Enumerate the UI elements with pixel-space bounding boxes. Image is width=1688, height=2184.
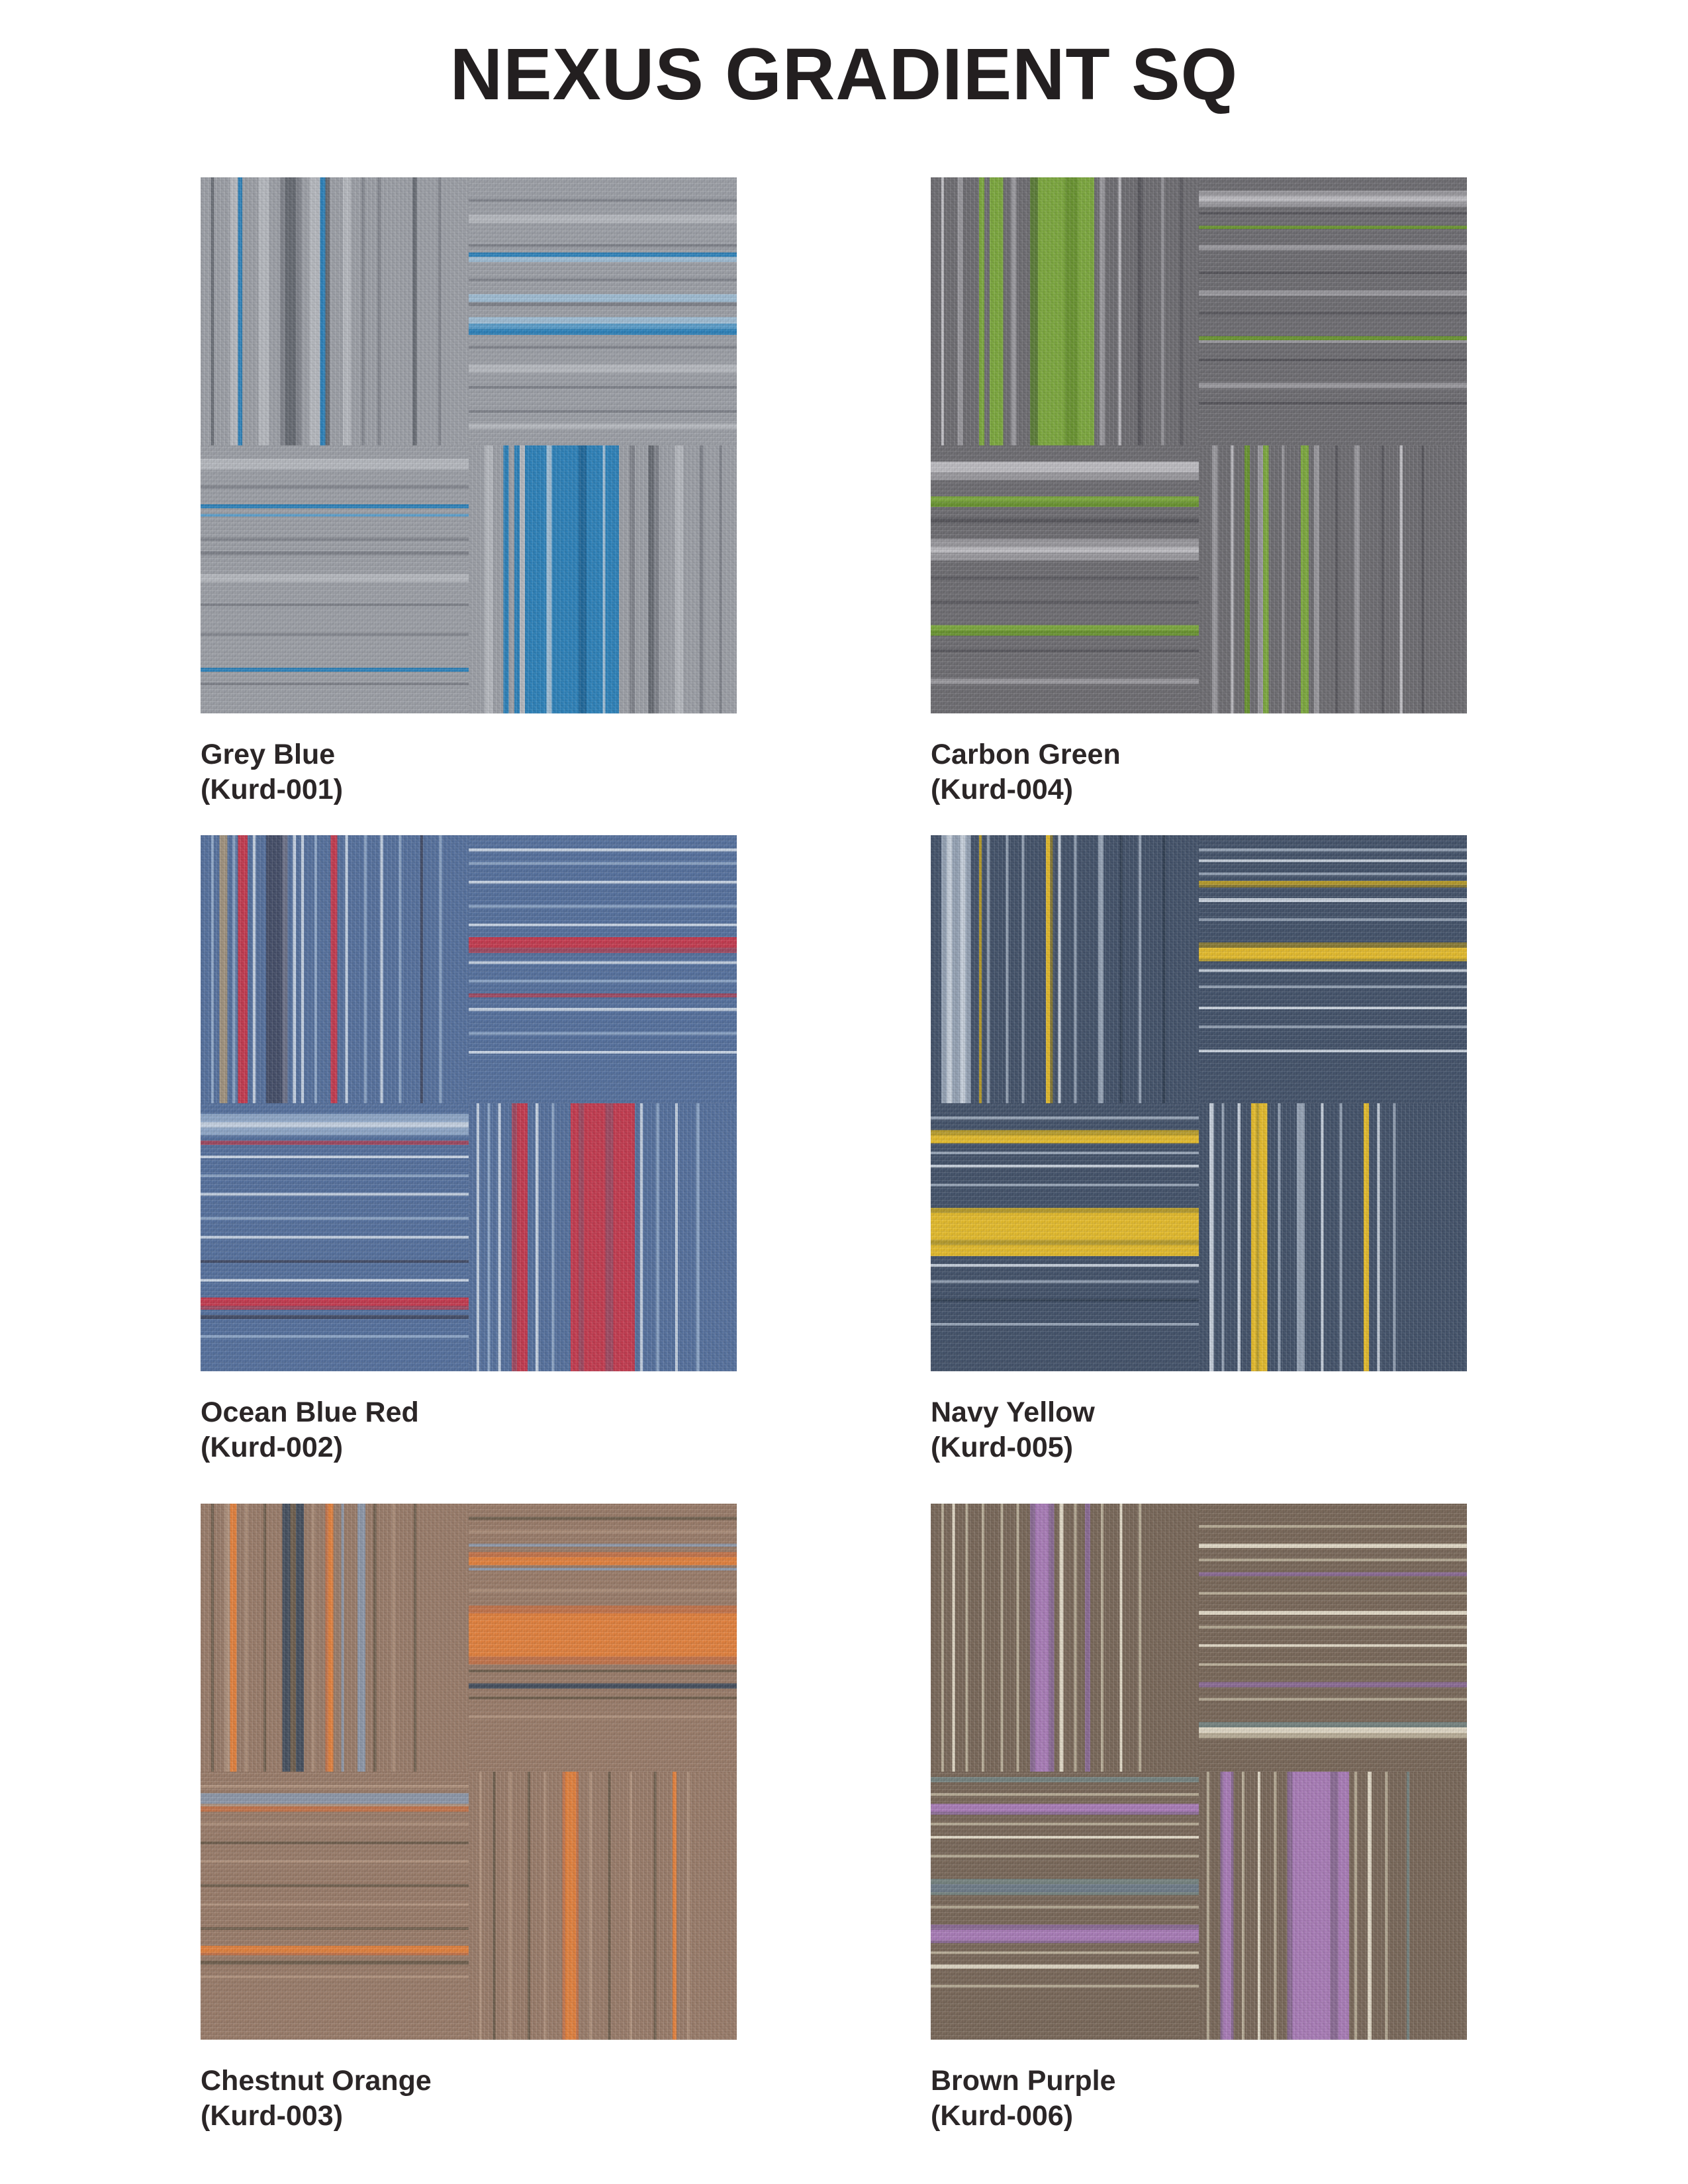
carpet-tile-top-right (469, 835, 737, 1103)
product-chestnut-orange (201, 1504, 737, 2134)
carpet-fiber-texture (1199, 445, 1467, 713)
carpet-tile-bottom-left (201, 445, 469, 713)
carpet-fiber-texture (201, 445, 469, 713)
carpet-tile-bottom-left (931, 1103, 1199, 1371)
product-code: (Kurd-004) (931, 774, 1074, 805)
carpet-fiber-texture (931, 1103, 1199, 1371)
carpet-fiber-texture (1199, 1103, 1467, 1371)
product-carbon-green (931, 177, 1467, 807)
carpet-fiber-texture (931, 177, 1199, 445)
carpet-tile-top-right (469, 1504, 737, 1772)
carpet-fiber-texture (469, 1504, 737, 1772)
carpet-fiber-texture (201, 1504, 469, 1772)
carpet-swatch-image (931, 1504, 1467, 2040)
product-name: Brown Purple (931, 2065, 1116, 2097)
product-code: (Kurd-003) (201, 2100, 344, 2132)
carpet-fiber-texture (201, 177, 469, 445)
carpet-fiber-texture (201, 1103, 469, 1371)
product-label (931, 737, 1467, 807)
carpet-tile-top-left (201, 177, 469, 445)
product-code: (Kurd-002) (201, 1432, 344, 1463)
carpet-tile-top-left (931, 1504, 1199, 1772)
carpet-tile-top-left (931, 177, 1199, 445)
carpet-tile-top-right (469, 177, 737, 445)
carpet-swatch-image (201, 1504, 737, 2040)
product-code: (Kurd-006) (931, 2100, 1074, 2132)
page-title: NEXUS GRADIENT SQ (449, 34, 1239, 115)
carpet-swatch-image (201, 177, 737, 713)
carpet-swatch-image (931, 177, 1467, 713)
carpet-fiber-texture (931, 445, 1199, 713)
carpet-tile-top-right (1199, 1504, 1467, 1772)
carpet-fiber-texture (1199, 835, 1467, 1103)
product-name: Grey Blue (201, 739, 336, 770)
carpet-tile-bottom-right (1199, 1772, 1467, 2040)
carpet-tile-top-left (201, 1504, 469, 1772)
carpet-tile-top-right (1199, 177, 1467, 445)
carpet-fiber-texture (201, 1772, 469, 2040)
carpet-tile-bottom-left (201, 1772, 469, 2040)
carpet-tile-bottom-right (469, 445, 737, 713)
carpet-fiber-texture (1199, 177, 1467, 445)
carpet-tile-bottom-left (931, 445, 1199, 713)
carpet-tile-top-right (1199, 835, 1467, 1103)
carpet-tile-bottom-right (469, 1772, 737, 2040)
carpet-tile-top-left (201, 835, 469, 1103)
carpet-fiber-texture (931, 1772, 1199, 2040)
product-label (201, 737, 737, 807)
carpet-swatch-image (201, 835, 737, 1371)
carpet-fiber-texture (469, 177, 737, 445)
carpet-fiber-texture (201, 835, 469, 1103)
carpet-fiber-texture (931, 835, 1199, 1103)
product-name: Ocean Blue Red (201, 1396, 419, 1428)
product-label (201, 2064, 737, 2134)
carpet-fiber-texture (1199, 1504, 1467, 1772)
carpet-tile-bottom-right (1199, 445, 1467, 713)
product-code: (Kurd-001) (201, 774, 344, 805)
product-name: Navy Yellow (931, 1396, 1095, 1428)
carpet-fiber-texture (469, 1103, 737, 1371)
product-brown-purple (931, 1504, 1467, 2134)
carpet-tile-bottom-right (469, 1103, 737, 1371)
product-code: (Kurd-005) (931, 1432, 1074, 1463)
carpet-tile-bottom-left (201, 1103, 469, 1371)
product-ocean-blue-red (201, 835, 737, 1465)
product-label (931, 2064, 1467, 2134)
carpet-fiber-texture (469, 1772, 737, 2040)
product-grey-blue (201, 177, 737, 807)
carpet-fiber-texture (469, 445, 737, 713)
carpet-fiber-texture (931, 1504, 1199, 1772)
carpet-tile-bottom-left (931, 1772, 1199, 2040)
carpet-fiber-texture (1199, 1772, 1467, 2040)
product-label (931, 1395, 1467, 1465)
product-name: Chestnut Orange (201, 2065, 432, 2097)
product-navy-yellow (931, 835, 1467, 1465)
carpet-tile-top-left (931, 835, 1199, 1103)
carpet-fiber-texture (469, 835, 737, 1103)
product-name: Carbon Green (931, 739, 1121, 770)
product-label (201, 1395, 737, 1465)
carpet-tile-bottom-right (1199, 1103, 1467, 1371)
carpet-swatch-image (931, 835, 1467, 1371)
